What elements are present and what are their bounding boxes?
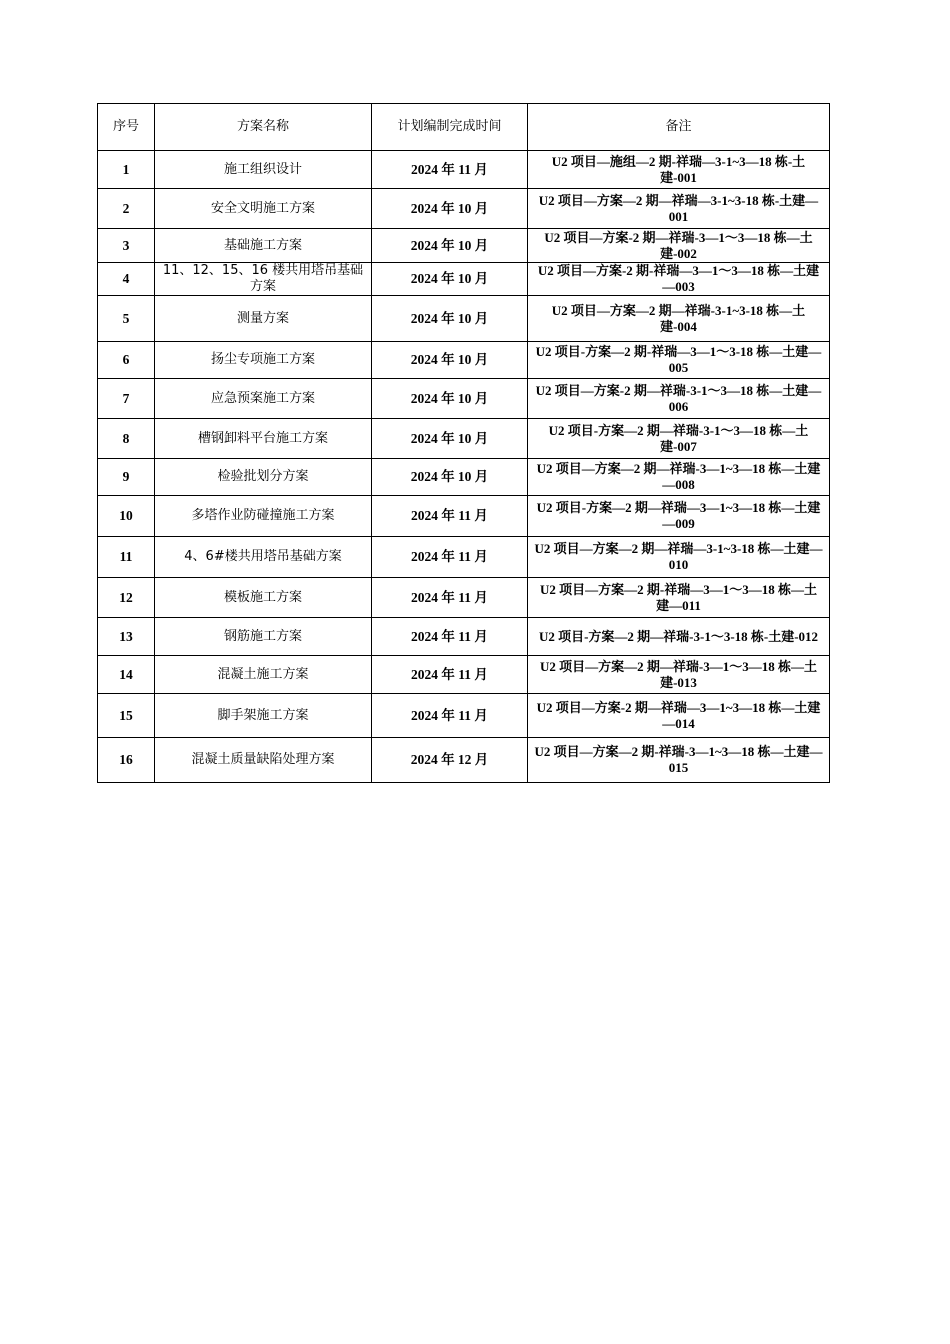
row-note: U2 项目—方案—2 期-祥瑞—3—1～3—18 栋—土建—011 xyxy=(528,578,830,618)
row-index: 3 xyxy=(98,229,155,263)
row-note: U2 项目-方案—2 期-祥瑞—3—1～3-18 栋—土建—005 xyxy=(528,342,830,379)
row-completion-time: 2024 年 10 月 xyxy=(372,189,528,229)
row-plan-name: 4、6#楼共用塔吊基础方案 xyxy=(155,537,372,578)
row-note: U2 项目—施组—2 期-祥瑞—3-1~3—18 栋-土建-001 xyxy=(528,151,830,189)
row-plan-name: 模板施工方案 xyxy=(155,578,372,618)
row-plan-name: 钢筋施工方案 xyxy=(155,618,372,656)
row-index: 9 xyxy=(98,459,155,496)
table-row xyxy=(98,578,830,618)
row-index: 6 xyxy=(98,342,155,379)
row-plan-name: 施工组织设计 xyxy=(155,151,372,189)
table-row xyxy=(98,342,830,379)
table-row xyxy=(98,459,830,496)
row-index: 13 xyxy=(98,618,155,656)
plan-table xyxy=(97,103,830,783)
table-row xyxy=(98,229,830,263)
row-index: 5 xyxy=(98,296,155,342)
row-note: U2 项目—方案-2 期—祥瑞-3-1～3—18 栋—土建—006 xyxy=(528,379,830,419)
row-note: U2 项目-方案—2 期—祥瑞-3-1～3-18 栋-土建-012 xyxy=(528,618,830,656)
table-row xyxy=(98,189,830,229)
row-index: 15 xyxy=(98,694,155,738)
table-row xyxy=(98,694,830,738)
table-row xyxy=(98,656,830,694)
row-completion-time: 2024 年 11 月 xyxy=(372,537,528,578)
row-note: U2 项目—方案—2 期—祥瑞-3—1~3—18 栋—土建—008 xyxy=(528,459,830,496)
row-index: 16 xyxy=(98,738,155,783)
row-completion-time: 2024 年 11 月 xyxy=(372,694,528,738)
row-note: U2 项目—方案—2 期—祥瑞—3-1~3-18 栋—土建—010 xyxy=(528,537,830,578)
row-completion-time: 2024 年 11 月 xyxy=(372,578,528,618)
row-completion-time: 2024 年 11 月 xyxy=(372,618,528,656)
row-index: 8 xyxy=(98,419,155,459)
row-plan-name: 多塔作业防碰撞施工方案 xyxy=(155,496,372,537)
row-completion-time: 2024 年 11 月 xyxy=(372,656,528,694)
row-plan-name: 槽钢卸料平台施工方案 xyxy=(155,419,372,459)
row-plan-name: 混凝土质量缺陷处理方案 xyxy=(155,738,372,783)
row-index: 1 xyxy=(98,151,155,189)
row-completion-time: 2024 年 10 月 xyxy=(372,379,528,419)
row-plan-name: 检验批划分方案 xyxy=(155,459,372,496)
table-row xyxy=(98,419,830,459)
table-row xyxy=(98,496,830,537)
row-completion-time: 2024 年 10 月 xyxy=(372,263,528,296)
row-note: U2 项目—方案-2 期—祥瑞-3—1～3—18 栋—土建-002 xyxy=(528,229,830,263)
row-index: 12 xyxy=(98,578,155,618)
row-index: 11 xyxy=(98,537,155,578)
table-row xyxy=(98,738,830,783)
row-plan-name: 基础施工方案 xyxy=(155,229,372,263)
table-header-row xyxy=(98,104,830,151)
row-plan-name: 应急预案施工方案 xyxy=(155,379,372,419)
table-row xyxy=(98,263,830,296)
row-plan-name: 脚手架施工方案 xyxy=(155,694,372,738)
row-index: 14 xyxy=(98,656,155,694)
row-completion-time: 2024 年 10 月 xyxy=(372,229,528,263)
row-note: U2 项目—方案—2 期—祥瑞-3—1～3—18 栋—土建-013 xyxy=(528,656,830,694)
row-plan-name: 扬尘专项施工方案 xyxy=(155,342,372,379)
header-note: 备注 xyxy=(528,104,830,151)
table-row xyxy=(98,379,830,419)
row-index: 7 xyxy=(98,379,155,419)
row-completion-time: 2024 年 12 月 xyxy=(372,738,528,783)
table-row xyxy=(98,151,830,189)
header-time: 计划编制完成时间 xyxy=(372,104,528,151)
row-completion-time: 2024 年 11 月 xyxy=(372,151,528,189)
row-note: U2 项目—方案—2 期—祥瑞—3-1~3-18 栋-土建—001 xyxy=(528,189,830,229)
row-index: 10 xyxy=(98,496,155,537)
row-plan-name: 混凝土施工方案 xyxy=(155,656,372,694)
row-completion-time: 2024 年 10 月 xyxy=(372,419,528,459)
row-index: 4 xyxy=(98,263,155,296)
table-row xyxy=(98,537,830,578)
header-index: 序号 xyxy=(98,104,155,151)
row-completion-time: 2024 年 10 月 xyxy=(372,342,528,379)
table-body xyxy=(98,151,830,783)
row-note: U2 项目—方案—2 期—祥瑞-3-1~3-18 栋—土建-004 xyxy=(528,296,830,342)
row-completion-time: 2024 年 11 月 xyxy=(372,496,528,537)
row-index: 2 xyxy=(98,189,155,229)
row-completion-time: 2024 年 10 月 xyxy=(372,296,528,342)
table-row xyxy=(98,618,830,656)
row-plan-name: 测量方案 xyxy=(155,296,372,342)
row-plan-name: 安全文明施工方案 xyxy=(155,189,372,229)
row-note: U2 项目-方案—2 期—祥瑞-3-1～3—18 栋—土建-007 xyxy=(528,419,830,459)
row-note: U2 项目—方案-2 期-祥瑞—3—1～3—18 栋—土建—003 xyxy=(528,263,830,296)
row-completion-time: 2024 年 10 月 xyxy=(372,459,528,496)
row-note: U2 项目-方案—2 期—祥瑞—3—1~3—18 栋—土建—009 xyxy=(528,496,830,537)
row-plan-name: 11、12、15、16 楼共用塔吊基础方案 xyxy=(155,263,372,296)
table-row xyxy=(98,296,830,342)
header-name: 方案名称 xyxy=(155,104,372,151)
row-note: U2 项目—方案-2 期—祥瑞—3—1~3—18 栋—土建—014 xyxy=(528,694,830,738)
row-note: U2 项目—方案—2 期-祥瑞-3—1~3—18 栋—土建—015 xyxy=(528,738,830,783)
